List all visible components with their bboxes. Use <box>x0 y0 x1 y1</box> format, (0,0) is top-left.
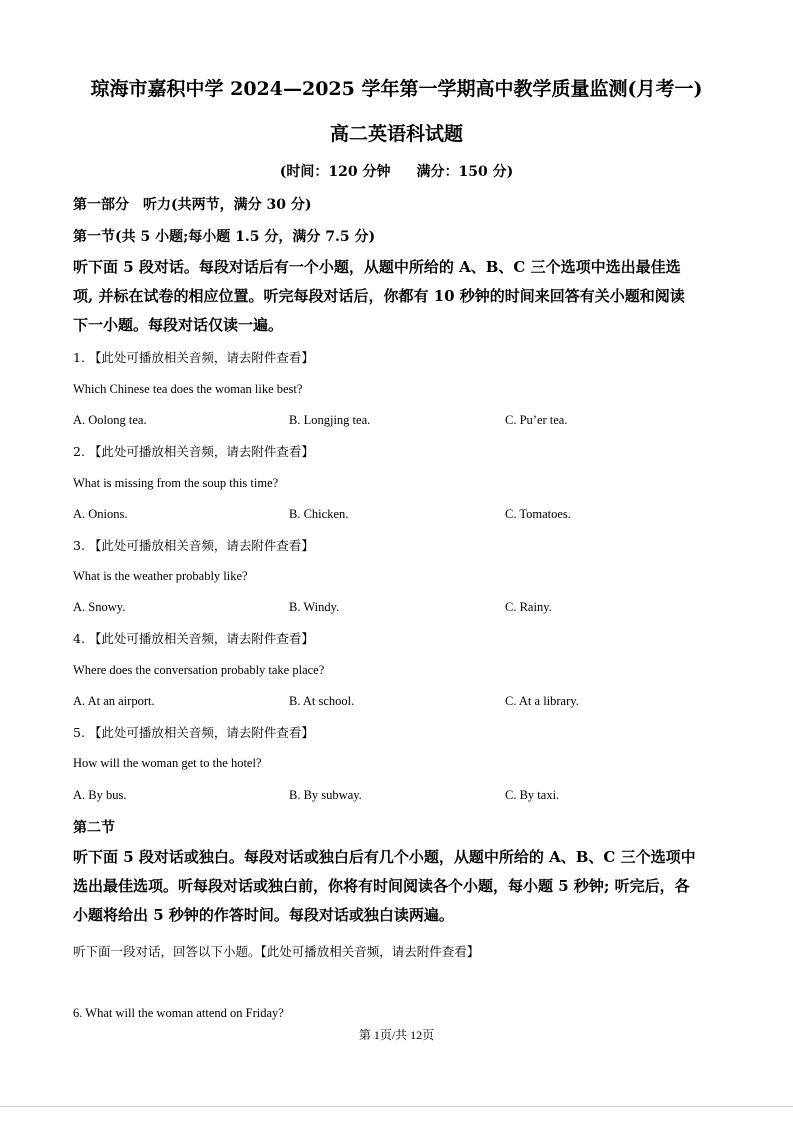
option-b[interactable]: B. At school. <box>289 694 355 708</box>
option-a[interactable]: A. Onions. <box>73 507 128 521</box>
option-b[interactable]: B. By subway. <box>289 788 362 802</box>
question-2-options <box>73 507 733 525</box>
page-divider <box>0 1106 793 1107</box>
option-a[interactable]: A. At an airport. <box>73 694 155 708</box>
exam-title: 琼海市嘉积中学 2024—2025 学年第一学期高中教学质量监测(月考一) <box>90 78 703 100</box>
exam-meta <box>0 161 793 181</box>
section2-heading: 第二节 <box>73 820 115 836</box>
option-c[interactable]: C. Rainy. <box>505 600 552 614</box>
audio-placeholder-5[interactable]: 5. 【此处可播放相关音频，请去附件查看】 <box>73 725 314 740</box>
question-3-text: What is the weather probably like? <box>73 569 248 583</box>
audio-placeholder-6[interactable]: 听下面一段对话，回答以下小题。【此处可播放相关音频，请去附件查看】 <box>73 944 480 959</box>
question-4-text: Where does the conversation probably take place? <box>73 663 325 677</box>
option-c[interactable]: C. Tomatoes. <box>505 507 571 521</box>
question-2-text: What is missing from the soup this time? <box>73 476 279 490</box>
audio-placeholder-4[interactable]: 4. 【此处可播放相关音频，请去附件查看】 <box>73 631 314 646</box>
part1-heading: 第一部分 听力(共两节，满分 30 分) <box>73 197 312 213</box>
exam-subtitle: 高二英语科试题 <box>329 123 463 145</box>
audio-placeholder-3[interactable]: 3. 【此处可播放相关音频，请去附件查看】 <box>73 538 314 553</box>
option-a[interactable]: A. By bus. <box>73 788 127 802</box>
question-5-options <box>73 788 733 806</box>
option-b[interactable]: B. Longjing tea. <box>289 413 371 427</box>
instruction-line: 小题将给出 5 秒钟的作答时间。每段对话或独白读两遍。 <box>73 906 454 924</box>
section1-heading: 第一节(共 5 小题;每小题 1.5 分，满分 7.5 分) <box>73 229 376 245</box>
question-6-text: 6. What will the woman attend on Friday? <box>73 1006 284 1020</box>
audio-placeholder-2[interactable]: 2. 【此处可播放相关音频，请去附件查看】 <box>73 444 314 459</box>
question-1-options <box>73 413 733 431</box>
page-number: 第 1页/共 12页 <box>358 1028 435 1042</box>
section2-instructions <box>73 843 733 930</box>
option-b[interactable]: B. Chicken. <box>289 507 349 521</box>
instruction-line: 听下面 5 段对话或独白。每段对话或独白后有几个小题，从题中所给的 A、B、C 三个选项中 <box>73 848 696 866</box>
question-3-options <box>73 600 733 618</box>
question-4-options <box>73 694 733 712</box>
question-5-text: How will the woman get to the hotel? <box>73 756 262 770</box>
question-1-text: Which Chinese tea does the woman like best? <box>73 382 303 396</box>
instruction-line: 听下面 5 段对话。每段对话后有一个小题，从题中所给的 A、B、C 三个选项中选出最佳选 <box>73 258 681 276</box>
full-score: 满分：150 分) <box>416 164 514 180</box>
time-limit: (时间：120 分钟 <box>279 164 391 180</box>
option-c[interactable]: C. By taxi. <box>505 788 560 802</box>
instruction-line: 项, 并标在试卷的相应位置。听完每段对话后，你都有 10 秒钟的时间来回答有关小题和阅读 <box>73 287 685 305</box>
option-b[interactable]: B. Windy. <box>289 600 340 614</box>
instruction-line: 下一小题。每段对话仅读一遍。 <box>73 316 284 334</box>
option-c[interactable]: C. Pu’er tea. <box>505 413 568 427</box>
option-c[interactable]: C. At a library. <box>505 694 579 708</box>
section1-instructions <box>73 253 733 340</box>
option-a[interactable]: A. Snowy. <box>73 600 126 614</box>
audio-placeholder-1[interactable]: 1. 【此处可播放相关音频，请去附件查看】 <box>73 350 314 365</box>
instruction-line: 选出最佳选项。听每段对话或独白前，你将有时间阅读各个小题，每小题 5 秒钟; 听完后，各 <box>73 877 690 895</box>
option-a[interactable]: A. Oolong tea. <box>73 413 147 427</box>
